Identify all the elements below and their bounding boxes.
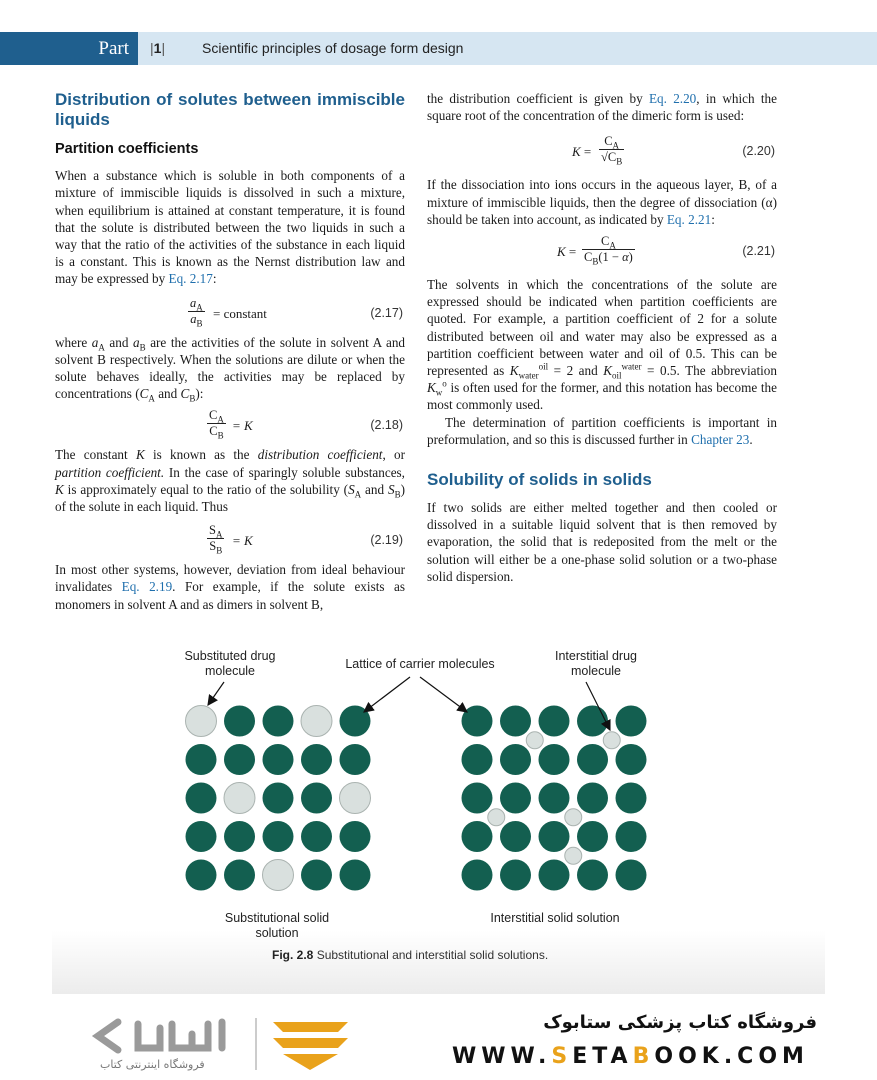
carrier-molecule [500,783,531,814]
equation-2-18: $\frac{C_A}{C_B}$ = K (2.18) [209,408,403,441]
carrier-molecule [462,860,493,891]
chapter-link[interactable]: Chapter 23 [691,431,750,447]
paragraph: where $a_A$ and $a_B$ are the activities of the solute in solvent A and solvent B respectively. When the solutions are dilute or when the solute behaves ideally, the activities may be replaced by concentrations ($C_A$ and $C_B$): [55,334,406,404]
carrier-molecule [616,744,647,775]
pointer-arrow [420,677,467,712]
equation-link[interactable]: Eq. 2.17 [168,271,213,287]
part-label: Part [0,32,138,65]
carrier-molecule [539,706,570,737]
logo-tagline: فروشگاه اینترنتی کتاب [100,1058,205,1071]
paragraph: The constant K is known as the distribution coefficient, or partition coefficient. In the case of sparingly soluble substances, K is approximately equal to the ratio of the solubility ($S_A$ and $S_B$) of the solute in each liquid. Thus [55,447,405,515]
carrier-molecule [340,860,371,891]
carrier-molecule [462,821,493,852]
carrier-molecule [539,821,570,852]
interstitial-drug-molecule [565,847,582,864]
carrier-molecule [186,783,217,814]
interstitial-drug-molecule [565,809,582,826]
carrier-molecule [577,783,608,814]
carrier-molecule [301,860,332,891]
subsection-heading: Partition coefficients [55,141,199,157]
figure-2-8 [52,640,825,994]
pointer-arrow [208,682,224,705]
store-url[interactable]: WWW.SETABOOK.COM [452,1044,809,1069]
carrier-molecule [186,860,217,891]
paragraph: The determination of partition coefficients is important in preformulation, and so this is discussed further in Chapter 23. [427,414,777,447]
carrier-molecule [263,783,294,814]
carrier-molecule [224,706,255,737]
equation-link[interactable]: Eq. 2.20 [648,91,697,106]
carrier-molecule [500,821,531,852]
label-interstitial: Interstitial drug molecule [555,649,637,678]
paragraph: the distribution coefficient is given by Eq. 2.20, in which the square root of the concentration of the dimeric form is used: [427,91,777,124]
label-substitutional-solution: Substitutional solid solution [224,911,330,940]
carrier-molecule [577,860,608,891]
paragraph: When a substance which is soluble in both components of a mixture of immiscible liquids is dissolved in such a mixture, when equilibrium is attained at constant temperature, it is found that the solute is distributed between the two liquids in such a way that the ratio of the activities of the substance in each liquid is a constant. This is known as the Nernst distribution law and may be expressed by Eq. 2.17: [55,168,405,287]
carrier-molecule [224,744,255,775]
carrier-molecule [462,783,493,814]
paragraph: In most other systems, however, deviation from ideal behaviour invalidates Eq. 2.19. For example, if the solute exists as monomers in solvent A and as dimers in solvent B, [55,562,405,612]
carrier-molecule [301,744,332,775]
carrier-molecule [224,860,255,891]
interstitial-drug-molecule [603,732,620,749]
carrier-molecule [539,860,570,891]
pointer-arrow [364,677,410,712]
carrier-molecule [577,706,608,737]
equation-2-21: K = $\frac{C_A}{C_B(1 - \alpha)}$ (2.21) [557,234,775,267]
right-column [427,90,777,585]
solid-solution-diagram [52,640,825,940]
carrier-molecule [263,706,294,737]
drug-molecule [263,860,294,891]
section-heading: Solubility of solids in solids [427,470,652,490]
carrier-molecule [186,821,217,852]
carrier-molecule [577,821,608,852]
carrier-molecule [263,744,294,775]
drug-molecule [301,706,332,737]
carrier-molecule [616,860,647,891]
substitutional-lattice [186,706,371,891]
drug-molecule [224,783,255,814]
paragraph: The solvents in which the concentrations of the solute are expressed should be indicated when partition coefficients are quoted. For example, a partition coefficient of 2 for a solute distributed between oil and water may also be expressed as a partition coefficient between water and oil of 0.5. This can be represented as $K_{water}^{oil} = 2$ and $K_{oil}^{water} = 0.5$. The abbreviation $K_w^o$ is often used for the former, and this notation has become the most commonly used. [427,277,777,413]
carrier-molecule [340,744,371,775]
carrier-molecule [577,744,608,775]
carrier-molecule [539,744,570,775]
carrier-molecule [224,821,255,852]
interstitial-drug-molecule [488,809,505,826]
drug-molecule [186,706,217,737]
figure-caption: Fig. 2.8 Substitutional and interstitial solid solutions. [272,948,549,962]
paragraph: If the dissociation into ions occurs in the aqueous layer, B, of a mixture of immiscible liquids, then the degree of dissociation (α) should be taken into account, as indicated by Eq. 2.21: [427,177,777,227]
part-number: |1| [150,40,166,56]
carrier-molecule [500,860,531,891]
carrier-molecule [616,706,647,737]
left-column [55,90,405,613]
carrier-molecule [462,706,493,737]
interstitial-lattice [462,706,647,891]
carrier-molecule [301,783,332,814]
equation-link[interactable]: Eq. 2.19 [121,579,173,595]
carrier-molecule [301,821,332,852]
carrier-molecule [616,821,647,852]
carrier-molecule [539,783,570,814]
label-lattice: Lattice of carrier molecules [345,657,495,671]
equation-2-19: $\frac{S_A}{S_B}$ = K (2.19) [209,523,403,556]
label-interstitial-solution: Interstitial solid solution [490,911,620,925]
store-name: فروشگاه کتاب پزشکی ستابوک [543,1012,817,1033]
label-substituted: Substituted drug molecule [184,649,276,678]
carrier-molecule [616,783,647,814]
running-title: Scientific principles of dosage form design [202,40,464,56]
paragraph: If two solids are either melted together and then cooled or dissolved in a suitable liquid solvent that is then removed by evaporation, the solid that is redeposited from the melt or the solution will either be a one-phase solid solution or a two-phase solid dispersion. [427,500,777,584]
carrier-molecule [500,744,531,775]
carrier-molecule [500,706,531,737]
section-heading: Distribution of solutes between immiscible liquids [55,90,405,129]
equation-2-17: $\frac{a_A}{a_B}$ = constant (2.17) [190,295,403,329]
running-header [0,32,877,65]
carrier-molecule [263,821,294,852]
equation-2-20: K = $\frac{C_A}{√C_B}$ (2.20) [572,134,775,167]
carrier-molecule [340,821,371,852]
carrier-molecule [462,744,493,775]
drug-molecule [340,783,371,814]
interstitial-drug-molecule [526,732,543,749]
equation-link[interactable]: Eq. 2.21 [666,211,712,227]
carrier-molecule [186,744,217,775]
